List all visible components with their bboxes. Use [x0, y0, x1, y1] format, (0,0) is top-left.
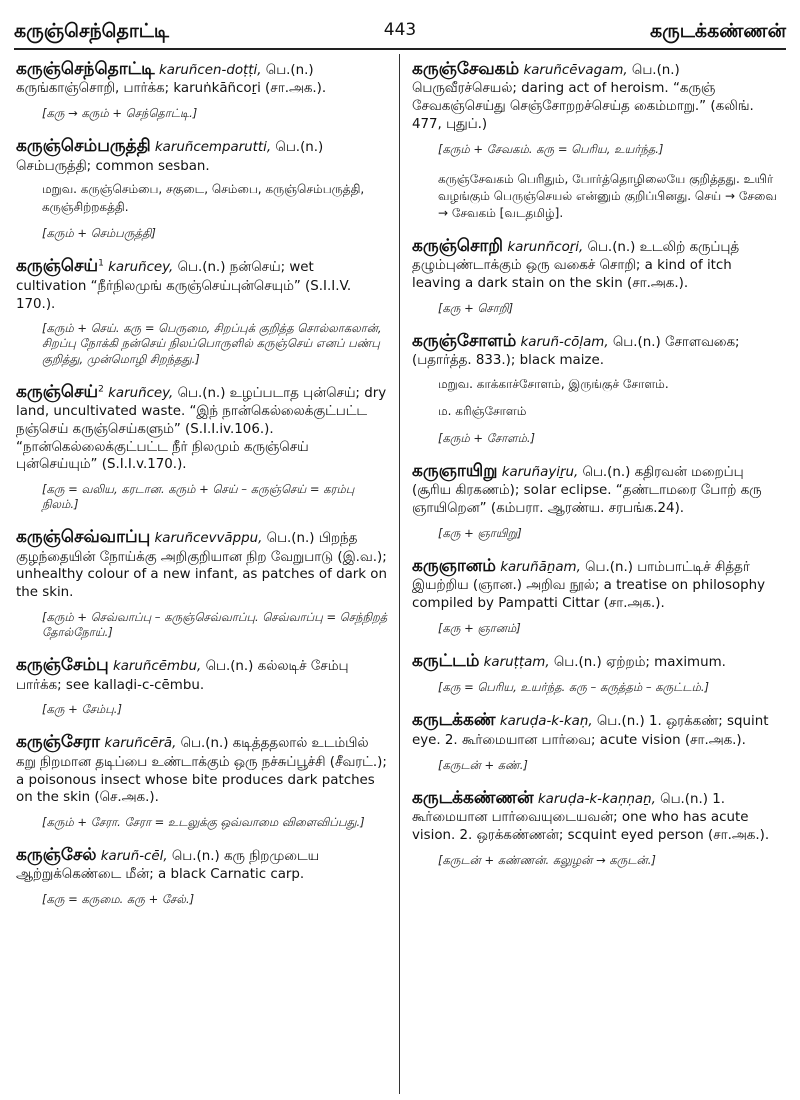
- definition: பெ.(n.) கடித்ததலால் உடம்பில் கறு நிறமான தடிப்பை உண்டாக்கும் ஒரு நச்சுப்பூச்சி (சீவரட்.); a poisonous insect whose bite produces dark patches on the skin (செ.அக.).: [16, 736, 387, 806]
- left-column: [16, 58, 388, 921]
- definition: பெ.(n.) நன்செய்; wet cultivation “நீர்நிலமுங் கருஞ்செய்புன்செயும்” (S.I.I.V. 170.).: [16, 260, 352, 312]
- usage-note: கருஞ்சேவகம் பெரிதும், போர்த்தொழிலையே குறித்தது. உயிர் வழங்கும் பெருஞ்செயல் என்னும் குறிப்பினது. செய் → சேவை → சேவகம் [வடதமிழ்].: [438, 171, 777, 221]
- etymology: [கரும் + செம்பருத்தி]: [42, 226, 156, 241]
- homonym-number: 2: [98, 384, 104, 395]
- definition: பெ.(n.) 1. ஒரக்கண்; squint eye. 2. கூர்மையான பார்வை; acute vision (சா.அக.).: [412, 714, 769, 748]
- dictionary-entry: [412, 330, 784, 446]
- synonyms-note: மறுவ. கருஞ்செம்பை, சகுடை, செம்பை, கருஞ்செம்பருத்தி, கருஞ்சிற்றகத்தி.: [42, 182, 365, 214]
- dictionary-entry: [412, 555, 784, 636]
- etymology: [கரு = கருமை. கரு + சேல்.]: [42, 892, 195, 907]
- headword: கருஞ்சோளம்: [412, 330, 517, 351]
- homonym-number: 1: [98, 258, 104, 269]
- transliteration: karuḍa-k-kaṇṇaṉ,: [537, 791, 656, 807]
- etymology: [கரும் + சோளம்.]: [438, 430, 536, 445]
- etymology: [கரு = வலிய, கரடான. கரும் + செய் – கருஞ்செய் = கரம்பு நிலம்.]: [42, 481, 355, 512]
- headword: கருஞ்சேல்: [16, 845, 97, 866]
- definition: பெ.(n.) உடலிற் கருப்புத் தழும்புண்டாக்கும் ஒரு வகைச் சொறி; a kind of itch leaving a dark stain on the skin (சா.அக.).: [412, 239, 740, 291]
- etymology: [கரும் + செவ்வாப்பு – கருஞ்செவ்வாப்பு. செவ்வாப்பு = செந்நிறத் தோல்நோய்.]: [42, 609, 388, 639]
- dictionary-entry: [16, 58, 388, 121]
- right-column: [412, 58, 784, 882]
- dictionary-entry: [412, 235, 784, 316]
- dictionary-entry: [412, 650, 784, 696]
- definition: பெ.(n.) கரு நிறமுடைய ஆற்றுக்கெண்டை மீன்; a black Carnatic carp.: [16, 849, 320, 883]
- dictionary-entry: [16, 844, 388, 907]
- headword: கருஞாயிறு: [412, 460, 498, 481]
- headword: கருஞ்சேம்பு: [16, 655, 109, 676]
- definition: பெ.(n.) பாம்பாட்டிச் சித்தர் இயற்றிய (ஞான.) அறிவ நூல்; a treatise on philosophy compiled by Pampatti Cittar (சா.அக.).: [412, 559, 766, 612]
- right-guide-word: கருடக்கண்ணன்: [650, 20, 786, 42]
- definition: பெ.(n.) உழப்படாத புன்செய்; dry land, uncultivated waste. “இந் நான்கெல்லைக்குட்பட்ட நஞ்செய் கருஞ்செய்களும்” (S.I.I.iv.106.). “நான்கெல்லைக்குட்பட்ட நீர் நிலமும் கருஞ்செய் புன்செய்யும்” (S.I.I.v.170.).: [16, 385, 387, 473]
- definition: பெ.(n.) கல்லடிச் சேம்பு பார்க்க; see kallaḍi-c-cēmbu.: [16, 659, 349, 693]
- dictionary-entry: [16, 135, 388, 241]
- etymology: [கரு + சொறி]: [438, 300, 514, 315]
- transliteration: karuñcemparutti,: [154, 140, 272, 156]
- headword: கருஞ்செம்பருத்தி: [16, 136, 151, 157]
- transliteration: karuñcey,: [108, 385, 174, 401]
- definition: பெ.(n.) சோளவகை; (பதார்த்த. 833.); black maize.: [412, 334, 740, 369]
- transliteration: karuñcevvāppu,: [154, 531, 263, 547]
- etymology: [கரும் + சேவகம். கரு = பெரிய, உயர்ந்த.]: [438, 141, 664, 156]
- headword: கருஞ்சேரா: [16, 732, 101, 753]
- dictionary-entry: [412, 709, 784, 772]
- transliteration: karuñcēmbu,: [112, 659, 202, 675]
- headword: கருடக்கண்ணன்: [412, 787, 534, 808]
- dictionary-entry: [16, 526, 388, 640]
- dictionary-entry: [412, 58, 784, 223]
- transliteration: karuñcērā,: [104, 736, 177, 752]
- transliteration: karuñcen-doṭṭi,: [158, 63, 262, 78]
- definition: பெ.(n.) கருங்காஞ்சொறி, பார்க்க; karuṅkāñcoṟi (சா.அக.).: [16, 63, 327, 97]
- definition: பெ.(n.) 1. கூர்மையான பார்வையுடையவன்; one who has acute vision. 2. ஒரக்கண்ணன்; scquint eyed person (சா.அக.).: [412, 791, 770, 843]
- etymology: [கரும் + சேரா. சேரா = உடலுக்கு ஒவ்வாமை விளைவிப்பது.]: [42, 814, 365, 829]
- page-number: 443: [383, 20, 417, 40]
- malayalam-note: ம. கரிஞ்சோளம்: [438, 404, 527, 419]
- dictionary-entry: [412, 460, 784, 541]
- headword: கருஞ்செந்தொட்டி: [16, 59, 155, 79]
- etymology: [கரு = பெரிய, உயர்ந்த. கரு – கருத்தம் – கருட்டம்.]: [438, 680, 709, 695]
- dictionary-entry: [16, 731, 388, 830]
- headword: கருட்டம்: [412, 650, 480, 671]
- etymology: [கரு + ஞானம்]: [438, 620, 521, 635]
- headword: கருஞ்செவ்வாப்பு: [16, 527, 151, 548]
- definition: பெ.(n.) ஏற்றம்; maximum.: [553, 654, 726, 670]
- headword: கருஞ்சேவகம்: [412, 59, 520, 79]
- headword: கருஞானம்: [412, 555, 496, 576]
- column-divider: [399, 54, 400, 1094]
- definition: பெ.(n.) செம்பருத்தி; common sesban.: [16, 140, 324, 174]
- etymology: [கருடன் + கண்.]: [438, 757, 528, 772]
- dictionary-entry: [412, 787, 784, 868]
- headword: கருஞ்செய்: [16, 256, 99, 277]
- definition: பெ.(n.) பிறந்த குழந்தையின் நோய்க்கு அறிகுறியான நிற வேறுபாடு (இ.வ.); unhealthy colour of a new infant, as patches of dark on the skin.: [16, 531, 387, 601]
- transliteration: karuñ-cōḷam,: [520, 334, 609, 350]
- synonyms-note: மறுவ. காக்காச்சோளம், இருங்குச் சோளம்.: [438, 376, 669, 391]
- left-guide-word: கருஞ்செந்தொட்டி: [14, 20, 170, 42]
- headword: கருஞ்சொறி: [412, 235, 504, 256]
- dictionary-entry: [16, 255, 388, 366]
- transliteration: karuṭṭam,: [483, 654, 550, 670]
- definition: பெ.(n.) கதிரவன் மறைப்பு (சூரிய கிரகணம்); solar eclipse. “தண்டாமரை போற் கரு ஞாயிறென” (கம்பரா. ஆரண்ய. சரபங்க.24).: [412, 464, 762, 517]
- etymology: [கரு + ஞாயிறு]: [438, 525, 522, 540]
- transliteration: karuñāṉam,: [500, 559, 581, 575]
- etymology: [கருடன் + கண்ணன். கலுழன் → கருடன்.]: [438, 852, 656, 867]
- etymology: [கரு + சேம்பு.]: [42, 702, 122, 717]
- etymology: [கரும் + செய். கரு = பெருமை, சிறப்புக் குறித்த சொல்லாகலான், சிறப்பு நோக்கி நன்செய் நிலப்பொருளில் கருஞ்செய் எனப் பண்பு குறித்து, முன்மொழி சிறந்தது.]: [42, 321, 382, 366]
- definition: பெ.(n.) பெருவீரச்செயல்; daring act of heroism. “கருஞ் சேவகஞ்செய்து செஞ்சோறறச்செய்த கைம்மாறு.” (கலிங். 477, புதுப்.): [412, 63, 754, 132]
- headword: கருஞ்செய்: [16, 381, 99, 402]
- transliteration: karuñ-cēl,: [100, 849, 168, 865]
- dictionary-entry: [16, 654, 388, 717]
- etymology: [கரு → கரும் + செந்தொட்டி.]: [42, 106, 198, 121]
- page-header: [14, 8, 786, 50]
- transliteration: karuḍa-k-kaṇ,: [499, 714, 593, 730]
- transliteration: karuñayiṟu,: [501, 464, 579, 480]
- headword: கருடக்கண்: [412, 710, 496, 731]
- transliteration: karuñcey,: [108, 260, 174, 276]
- transliteration: karunñcoṟi,: [507, 239, 584, 255]
- transliteration: karuñcēvagam,: [523, 63, 628, 78]
- dictionary-entry: [16, 381, 388, 513]
